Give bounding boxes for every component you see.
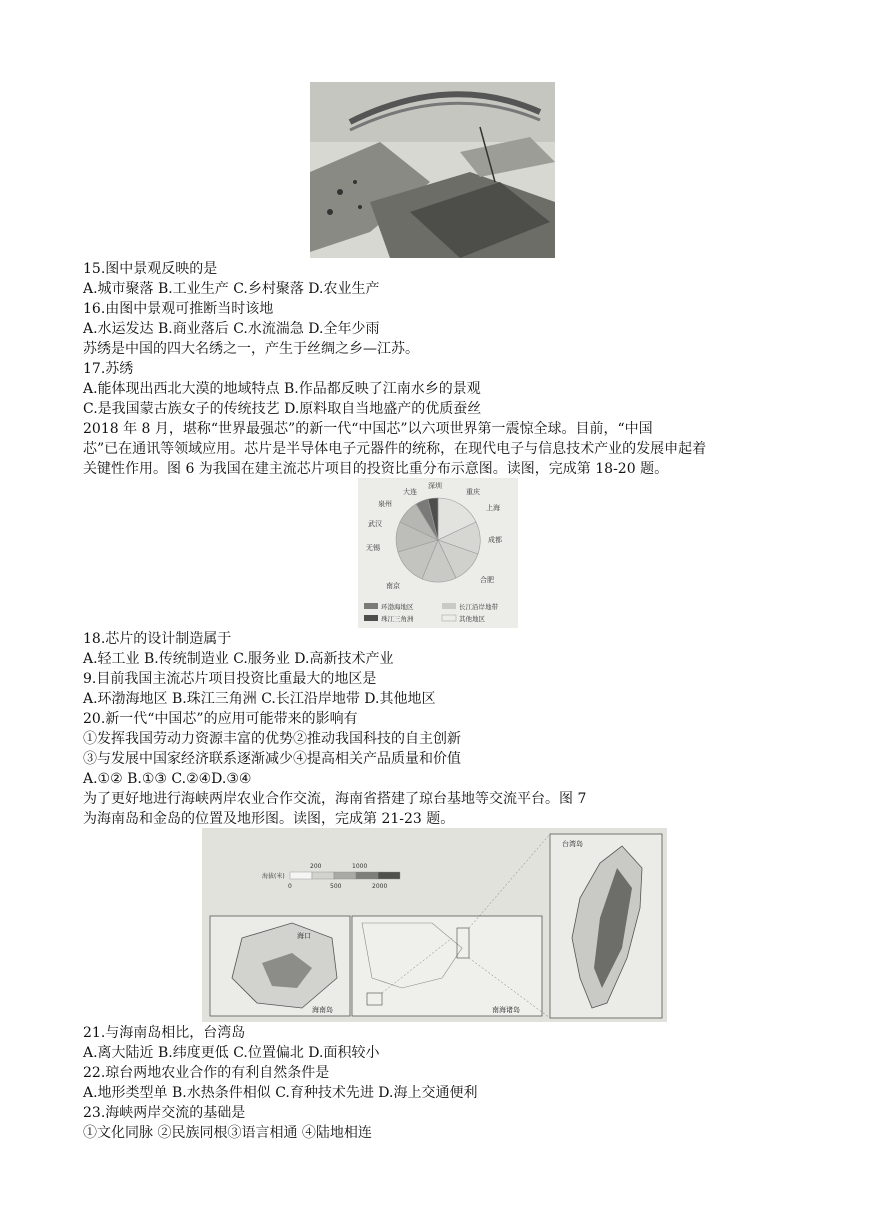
pie-label-shenzhen: 深圳 [428,482,442,490]
map-legend-value-2000: 2000 [372,883,388,890]
q20-options: A.①② B.①③ C.②④D.③④ [83,771,252,787]
q20-line-1: ①发挥我国劳动力资源丰富的优势②推动我国科技的自主创新 [83,731,461,747]
passage-chip-2: 芯”已在通讯等领域应用。芯片是半导体电子元器件的统称，在现代电子与信息技术产业的发展申起着 [83,441,707,457]
pie-label-chongqing: 重庆 [466,488,480,496]
legend-label-changjiang: 长江沿岸地带 [459,603,498,611]
map-legend-value-1000: 1000 [352,863,368,870]
pie-label-dalian: 大连 [403,488,417,496]
map-legend-swatch-2 [334,872,356,879]
painting-image [310,82,555,258]
q21-options: A.离大陆近 B.纬度更低 C.位置偏北 D.面积较小 [83,1045,380,1061]
q15-options: A.城市聚落 B.工业生产 C.乡村聚落 D.农业生产 [83,281,380,297]
map-legend-swatch-1 [312,872,334,879]
pie-chart [358,478,518,628]
legend-label-zhujiang: 珠江三角洲 [381,615,414,623]
map-image [202,828,667,1022]
map-label-haikou: 海口 [297,932,311,940]
figure-hainan-taiwan-map [202,828,667,1022]
q16-stem: 16.由图中景观可推断当时该地 [83,301,274,317]
q20-stem: 20.新一代“中国芯”的应用可能带来的影响有 [83,711,358,727]
map-legend-swatch-3 [356,872,378,879]
map-legend-swatch-0 [290,872,312,879]
q22-stem: 22.琼台两地农业合作的有利自然条件是 [83,1065,330,1081]
map-legend-title: 海拔(米) [262,873,285,880]
pie-label-shanghai: 上海 [486,504,500,512]
pie-label-wuxi: 无锡 [366,544,380,552]
legend-swatch-changjiang [442,603,456,609]
q22-options: A.地形类型单 B.水热条件相似 C.育种技术先进 D.海上交通便利 [83,1085,478,1101]
passage-chip-3: 关键性作用。图 6 为我国在建主流芯片项目的投资比重分布示意图。读图，完成第 18-20 题。 [83,461,669,477]
pie-label-quanzhou: 泉州 [378,500,392,508]
pie-label-chengdu: 成都 [488,536,502,544]
south-sea-inset-frame [352,916,542,1016]
q16-options: A.水运发达 B.商业落后 C.水流湍急 D.全年少雨 [83,321,380,337]
legend-label-bohai: 环渤海地区 [381,603,414,611]
passage-chip-1: 2018 年 8 月，堪称“世界最强芯”的新一代“中国芯”以六项世界第一震惊全球。目前，“中国 [83,421,653,437]
legend-swatch-bohai [364,603,378,609]
q20-line-2: ③与发展中国家经济联系逐渐减少④提高相关产品质量和价值 [83,751,461,767]
q17-stem: 17.苏绣 [83,361,134,377]
map-legend-value-500: 500 [330,883,342,890]
q19-stem: 9.目前我国主流芯片项目投资比重最大的地区是 [83,671,377,687]
figure-chip-pie [358,478,518,628]
q15-stem: 15.图中景观反映的是 [83,261,218,277]
legend-label-other: 其他地区 [459,615,485,623]
q21-stem: 21.与海南岛相比，台湾岛 [83,1025,246,1041]
q23-options: ①文化同脉 ②民族同根③语言相通 ④陆地相连 [83,1125,372,1141]
intro-suxiu: 苏绣是中国的四大名绣之一，产生于丝绸之乡—江苏。 [83,341,419,357]
map-legend-swatch-4 [378,872,400,879]
q19-options: A.环渤海地区 B.珠江三角洲 C.长江沿岸地带 D.其他地区 [83,691,436,707]
map-legend-value-0: 0 [288,883,292,890]
figure-painting [310,82,555,258]
q18-options: A.轻工业 B.传统制造业 C.服务业 D.高新技术产业 [83,651,394,667]
q17-options-2: C.是我国蒙古族女子的传统技艺 D.原料取自当地盛产的优质蚕丝 [83,401,482,417]
map-label-taiwan: 台湾岛 [562,840,583,848]
map-legend-value-200: 200 [310,863,322,870]
legend-swatch-other [442,615,456,621]
passage-taiwan-2: 为海南岛和金岛的位置及地形图。读图，完成第 21-23 题。 [83,811,455,827]
q23-stem: 23.海峡两岸交流的基础是 [83,1105,246,1121]
map-label-hainan: 海南岛 [312,1006,333,1014]
map-label-nanhai: 南海诸岛 [492,1006,520,1014]
pie-label-wuhan: 武汉 [368,520,382,528]
q18-stem: 18.芯片的设计制造属于 [83,631,232,647]
q17-options-1: A.能体现出西北大漠的地域特点 B.作品都反映了江南水乡的景观 [83,381,481,397]
passage-taiwan-1: 为了更好地进行海峡两岸农业合作交流，海南省搭建了琼台基地等交流平台。图 7 [83,791,587,807]
pie-label-hefei: 合肥 [480,576,494,584]
pie-label-nanjing: 南京 [386,582,400,590]
legend-swatch-zhujiang [364,615,378,621]
